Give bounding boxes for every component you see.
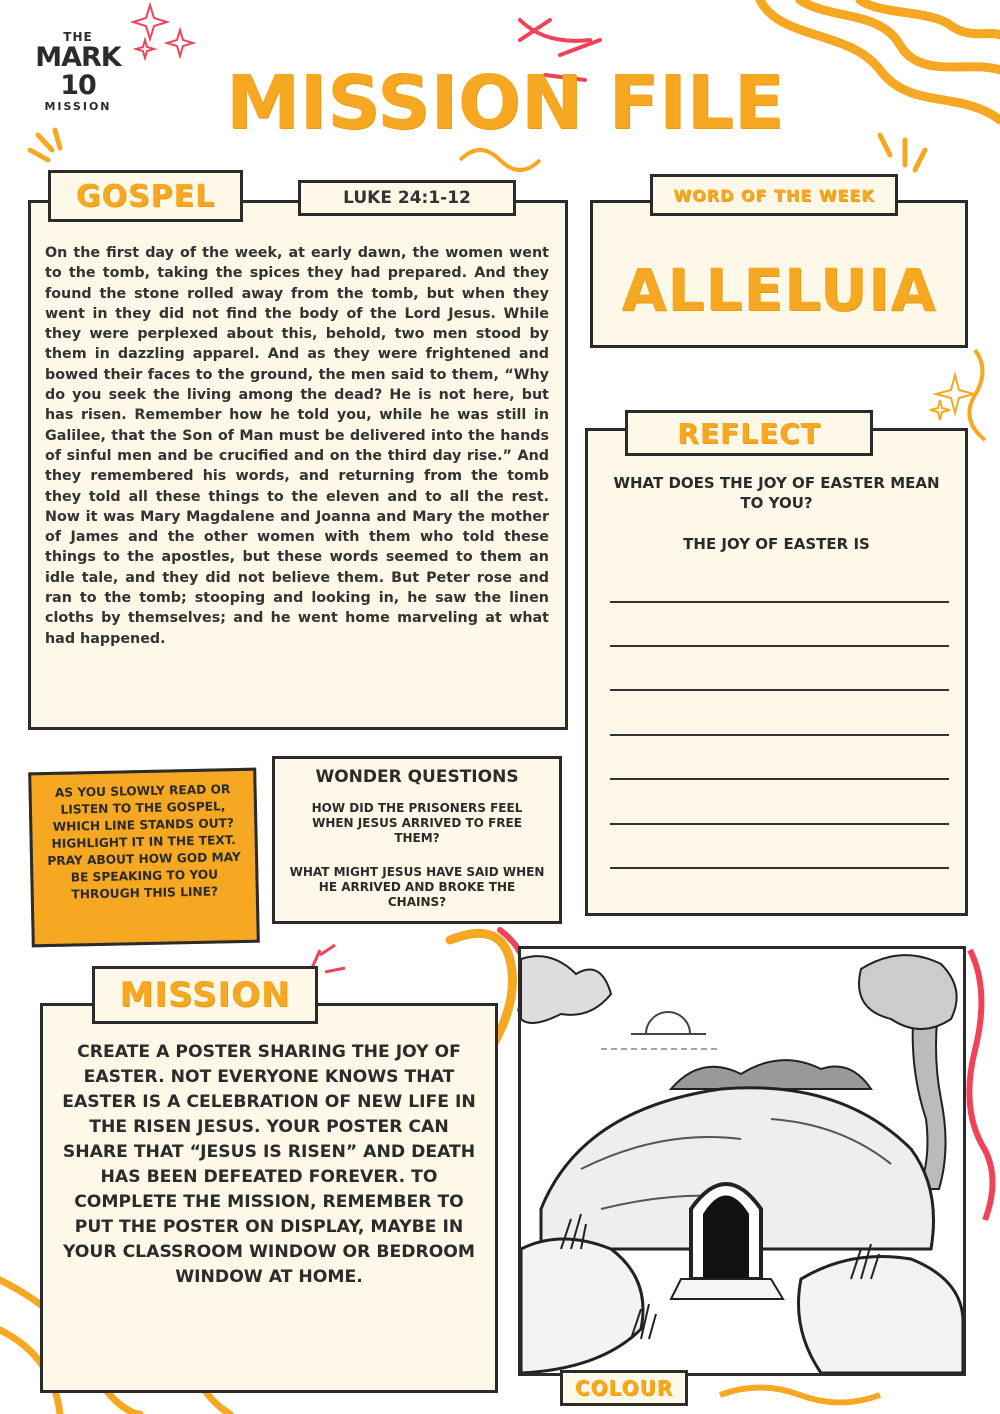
mission-tab: MISSION xyxy=(92,966,318,1024)
colour-tab: COLOUR xyxy=(560,1370,688,1406)
reflect-box xyxy=(585,428,968,916)
word-of-week: ALLELUIA xyxy=(621,256,937,324)
write-line[interactable] xyxy=(610,867,949,869)
write-line[interactable] xyxy=(610,645,949,647)
write-line[interactable] xyxy=(610,601,949,603)
gospel-tab: GOSPEL xyxy=(48,170,243,222)
logo xyxy=(18,30,138,113)
write-line[interactable] xyxy=(610,689,949,691)
logo-main: MARK 10 xyxy=(35,42,121,101)
wonder-box xyxy=(272,756,562,924)
page-title: MISSION FILE xyxy=(225,60,785,146)
gospel-box xyxy=(28,200,568,730)
reflect-prompt: THE JOY OF EASTER IS xyxy=(683,535,870,553)
colouring-picture xyxy=(518,946,966,1376)
word-of-week-tab: WORD OF THE WEEK xyxy=(650,174,898,216)
mission-box xyxy=(40,1003,498,1393)
write-line[interactable] xyxy=(610,778,949,780)
write-line[interactable] xyxy=(610,734,949,736)
mission-text: CREATE A POSTER SHARING THE JOY OF EASTER. NOT EVERYONE KNOWS THAT EASTER IS A CELEBRATION OF NEW LIFE IN THE RISEN JESUS. YOUR POSTER CAN SHARE THAT “JESUS IS RISEN” AND DEATH HAS BEEN DEFEATED FOREVER. TO COMPLETE THE MISSION, REMEMBER TO PUT THE POSTER ON DISPLAY, MAYBE IN YOUR CLASSROOM WINDOW OR BEDROOM WINDOW AT HOME. xyxy=(62,1042,476,1287)
gospel-text: On the first day of the week, at early dawn, the women went to the tomb, taking the spices they had prepared. And they found the stone rolled away from the tomb, but when they went in they did not find the body of the Lord Jesus. While they were perplexed about this, behold, two men stood by them in dazzling apparel. And as they were frightened and bowed their faces to the ground, the men said to them, “Why do you seek the living among the dead? He is not here, but has risen. Remember how he told you, while he was still in Galilee, that the Son of Man must be delivered into the hands of sinful men and be crucified and on the third day rise.” And they remembered his words, and returning from the tomb they told all these things to the eleven and to all the rest. Now it was Mary Magdalene and Joanna and Mary the mother of James and the other women with them who told these things to the apostles, but these words seemed to them an idle tale, and they did not believe them. But Peter rose and ran to the tomb; stooping and looking in, he saw the linen cloths by themselves; and he went home marveling at what had happened. xyxy=(45,245,549,647)
logo-sub: MISSION xyxy=(44,100,112,113)
wonder-title: WONDER QUESTIONS xyxy=(315,767,519,787)
reflect-tab: REFLECT xyxy=(625,410,873,456)
wonder-question-2: WHAT MIGHT JESUS HAVE SAID WHEN HE ARRIVED AND BROKE THE CHAINS? xyxy=(289,865,545,909)
highlight-note-text: AS YOU SLOWLY READ OR LISTEN TO THE GOSPEL, WHICH LINE STANDS OUT? HIGHLIGHT IT IN THE TEXT. PRAY ABOUT HOW GOD MAY BE SPEAKING TO YOU THROUGH THIS LINE? xyxy=(47,782,241,902)
write-line[interactable] xyxy=(610,823,949,825)
empty-tomb-illustration xyxy=(521,949,963,1373)
wonder-question-1: HOW DID THE PRISONERS FEEL WHEN JESUS ARRIVED TO FREE THEM? xyxy=(311,801,523,845)
logo-the: THE xyxy=(63,30,93,44)
highlight-note xyxy=(28,768,260,948)
gospel-reference: LUKE 24:1-12 xyxy=(298,180,516,216)
word-of-week-box xyxy=(590,200,968,348)
reflect-question: WHAT DOES THE JOY OF EASTER MEAN TO YOU? xyxy=(613,474,940,512)
